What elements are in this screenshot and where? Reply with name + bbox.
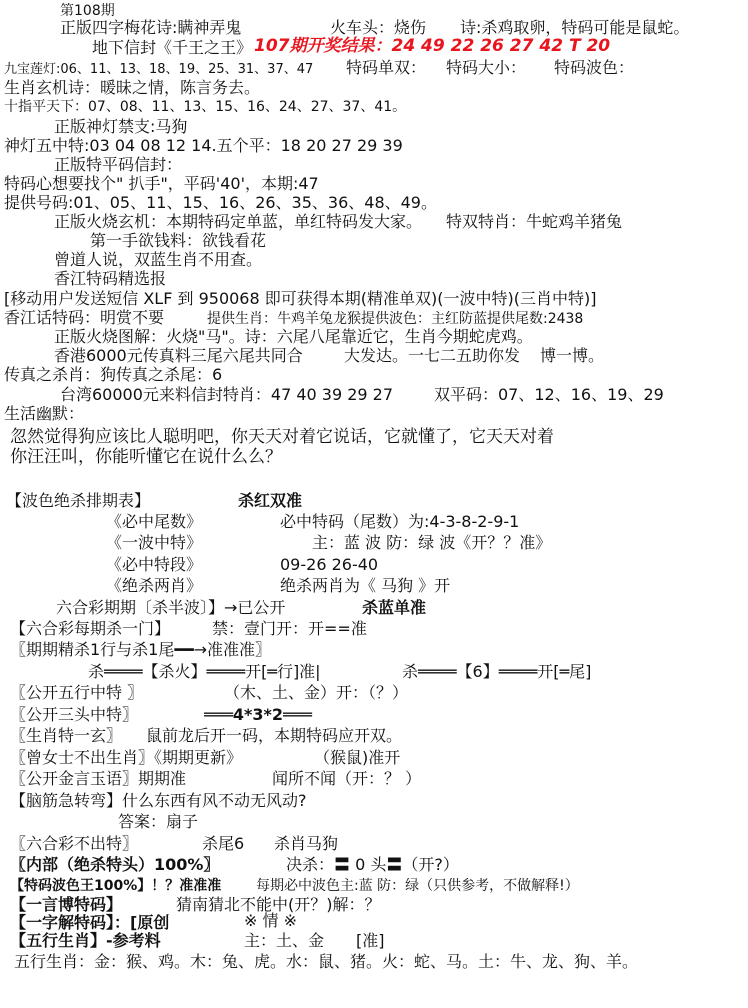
double-flat-code: 双平码：07、12、16、19、29: [434, 385, 664, 404]
kill-one-door: 【六合彩每期杀一门】: [10, 619, 171, 638]
five-zodiac-main: 主：土、金: [244, 931, 325, 950]
double-zodiac: 特双特肖：牛蛇鸡羊猪兔: [446, 212, 623, 231]
wave-king-label: 【特码波色王100%】！？准准准: [10, 878, 222, 894]
riddle-question: 【脑筋急转弯】什么东西有风不动无风动?: [10, 791, 307, 810]
provided-zodiac: 提供生肖：牛鸡羊兔龙猴提供波色：主红防蓝提供尾数:2438: [207, 311, 584, 327]
row-tail-value: 必中特码（尾数）为:4-3-8-2-9-1: [280, 512, 520, 531]
table-title-kill: 杀红双准: [238, 491, 303, 510]
odd-even-label: 特码单双：: [346, 58, 427, 77]
one-char-label: 【一字解特码】：[原创: [10, 913, 170, 932]
half-wave-kill: 六合彩期期〔杀半波〕】→已公开: [56, 598, 286, 617]
five-zodiac-list: 五行生肖：金：猴、鸡。木：兔、虎。水：鼠、猪。火：蛇、马。土：牛、龙、狗、羊。: [14, 952, 639, 971]
row-kill-two-value: 绝杀两肖为《 马狗 》开: [280, 576, 451, 595]
zodiac-poem: 生肖玄机诗：暖昧之情，陈言务去。: [4, 78, 261, 97]
lamp-five: 神灯五中特:03 04 08 12 14.五个平：18 20 27 29 39: [4, 136, 403, 155]
one-word-value: 猜南猜北不能中(开？)解：？: [176, 895, 381, 914]
humor-title: 生活幽默：: [4, 404, 85, 423]
xiangjiang-talk: 香江话特码：明赏不要: [4, 308, 165, 327]
taiwan-material: 台湾60000元来料信封特肖：47 40 39 29 27: [60, 385, 394, 404]
five-zodiac-label: 【五行生肖】-参考料: [10, 931, 161, 950]
row-wave-label: 《一波中特》: [106, 533, 203, 552]
kill-tail-row: 杀════【6】════开[═尾]: [402, 662, 592, 681]
zeng-says: 曾道人说，双蓝生肖不用查。: [54, 250, 263, 269]
size-label: 特码大小：: [446, 58, 527, 77]
ten-fingers: 十指平天下：07、08、11、13、15、16、24、27、37、41。: [4, 99, 407, 115]
row-kill-two-label: 《绝杀两肖》: [106, 576, 203, 595]
fire-mystery: 正版火烧玄机：本期特码定单蓝，单红特码发大家。: [54, 212, 423, 231]
provided-numbers: 提供号码:01、05、11、15、16、26、35、36、48、49。: [4, 193, 437, 212]
five-element-label: 〖公开五行中特 〗: [10, 683, 144, 702]
table-title: 【波色绝杀排期表】: [6, 491, 151, 510]
joke-line-1: 忽然觉得狗应该比人聪明吧，你天天对着它说话，它就懂了，它天天对着: [10, 427, 554, 447]
ms-zeng-label: 〖曾女士不出生肖〗《期期更新》: [10, 748, 243, 767]
riddle-answer: 答案：扇子: [118, 812, 199, 831]
kill-line-tail: 〖期期精杀1行与杀1尾━━→准准准〗: [10, 640, 272, 659]
hk-fax-material: 香港6000元传真料三尾六尾共同合: [54, 346, 303, 365]
xiangjiang-title: 香江特码精选报: [54, 269, 167, 288]
train-head: 火车头：烧伤: [330, 18, 427, 37]
issue-number: 第108期: [60, 3, 115, 19]
nine-lotus-lamp: 九宝莲灯:06、11、13、18、19、25、31、37、47: [4, 62, 314, 77]
wave-king-value: 每期必中波色主:蓝 防：绿（只供参考，不做解释!）: [256, 878, 579, 894]
poem-line: 诗:杀鸡取卵，特码可能是鼠蛇。: [460, 18, 690, 37]
sms-promo: [移动用户发送短信 XLF 到 950068 即可获得本期(精准单双)(一波中特)(三肖中特)]: [4, 289, 597, 308]
flat-code-envelope: 正版特平码信封：: [54, 155, 183, 174]
row-tail-label: 《必中尾数》: [106, 512, 203, 531]
lamp-ban: 正版神灯禁支:马狗: [54, 117, 188, 136]
draw-result: 107期开奖结果：24 49 22 26 27 42 T 20: [254, 36, 611, 56]
five-zodiac-accurate: [准]: [356, 931, 385, 950]
first-hand-material: 第一手欲钱料：欲钱看花: [90, 231, 267, 250]
pickpocket-line: 特码心想要找个" 扒手"，平码'40'，本期:47: [4, 174, 319, 193]
golden-words-label: 〖公开金言玉语〗期期准: [10, 769, 187, 788]
not-out-label: 〖六合彩不出特〗: [10, 834, 139, 853]
one-word-label: 【一言博特码】: [10, 895, 123, 914]
row-segment-value: 09-26 26-40: [280, 555, 379, 574]
zodiac-mystery-value: 鼠前龙后开一码，本期特码应开双。: [146, 726, 403, 745]
inner-kill-value: 决杀：〓 0 头〓（开?）: [286, 855, 459, 874]
fire-diagram: 正版火烧图解：火烧"马"。诗：六尾八尾靠近它，生肖今期蛇虎鸡。: [54, 327, 533, 346]
underground-envelope: 地下信封《千王之王》: [92, 38, 253, 57]
ms-zeng-value: （猴鼠)准开: [314, 748, 401, 767]
kill-tail-value: 杀尾6: [202, 834, 245, 853]
one-char-value: ※ 情 ※: [244, 911, 297, 930]
inner-kill-label: 〖内部（绝杀特头）100%〗: [10, 855, 220, 874]
lucky-line: 大发达。一七二五助你发: [344, 346, 521, 365]
joke-line-2: 你汪汪叫，你能听懂它在说什么么？: [10, 447, 282, 467]
wave-color-label: 特码波色：: [554, 58, 635, 77]
poem-four-char: 正版四字梅花诗:瞒神弄鬼: [60, 18, 242, 37]
five-element-value: （木、土、金）开：（？）: [224, 683, 409, 702]
three-head-label: 〖公开三头中特〗: [10, 705, 139, 724]
kill-blue-single: 杀蓝单准: [362, 598, 427, 617]
kill-one-door-value: 禁：壹门开：开==准: [212, 619, 367, 638]
three-head-value: ═══4*3*2═══: [204, 705, 312, 724]
kill-fire-row: 杀════【杀火】════开[═行]准|: [88, 662, 321, 681]
kill-zodiac-value: 杀肖马狗: [274, 834, 339, 853]
try-luck: 博一博。: [540, 346, 605, 365]
zodiac-mystery-label: 〖生肖特一玄〗: [10, 726, 123, 745]
golden-words-value: 闻所不闻（开：？ ）: [272, 769, 422, 788]
row-segment-label: 《必中特段》: [106, 555, 203, 574]
row-wave-value: 主：蓝 波 防：绿 波《开？？准》: [312, 533, 552, 552]
fax-kill: 传真之杀肖：狗传真之杀尾：6: [4, 365, 223, 384]
